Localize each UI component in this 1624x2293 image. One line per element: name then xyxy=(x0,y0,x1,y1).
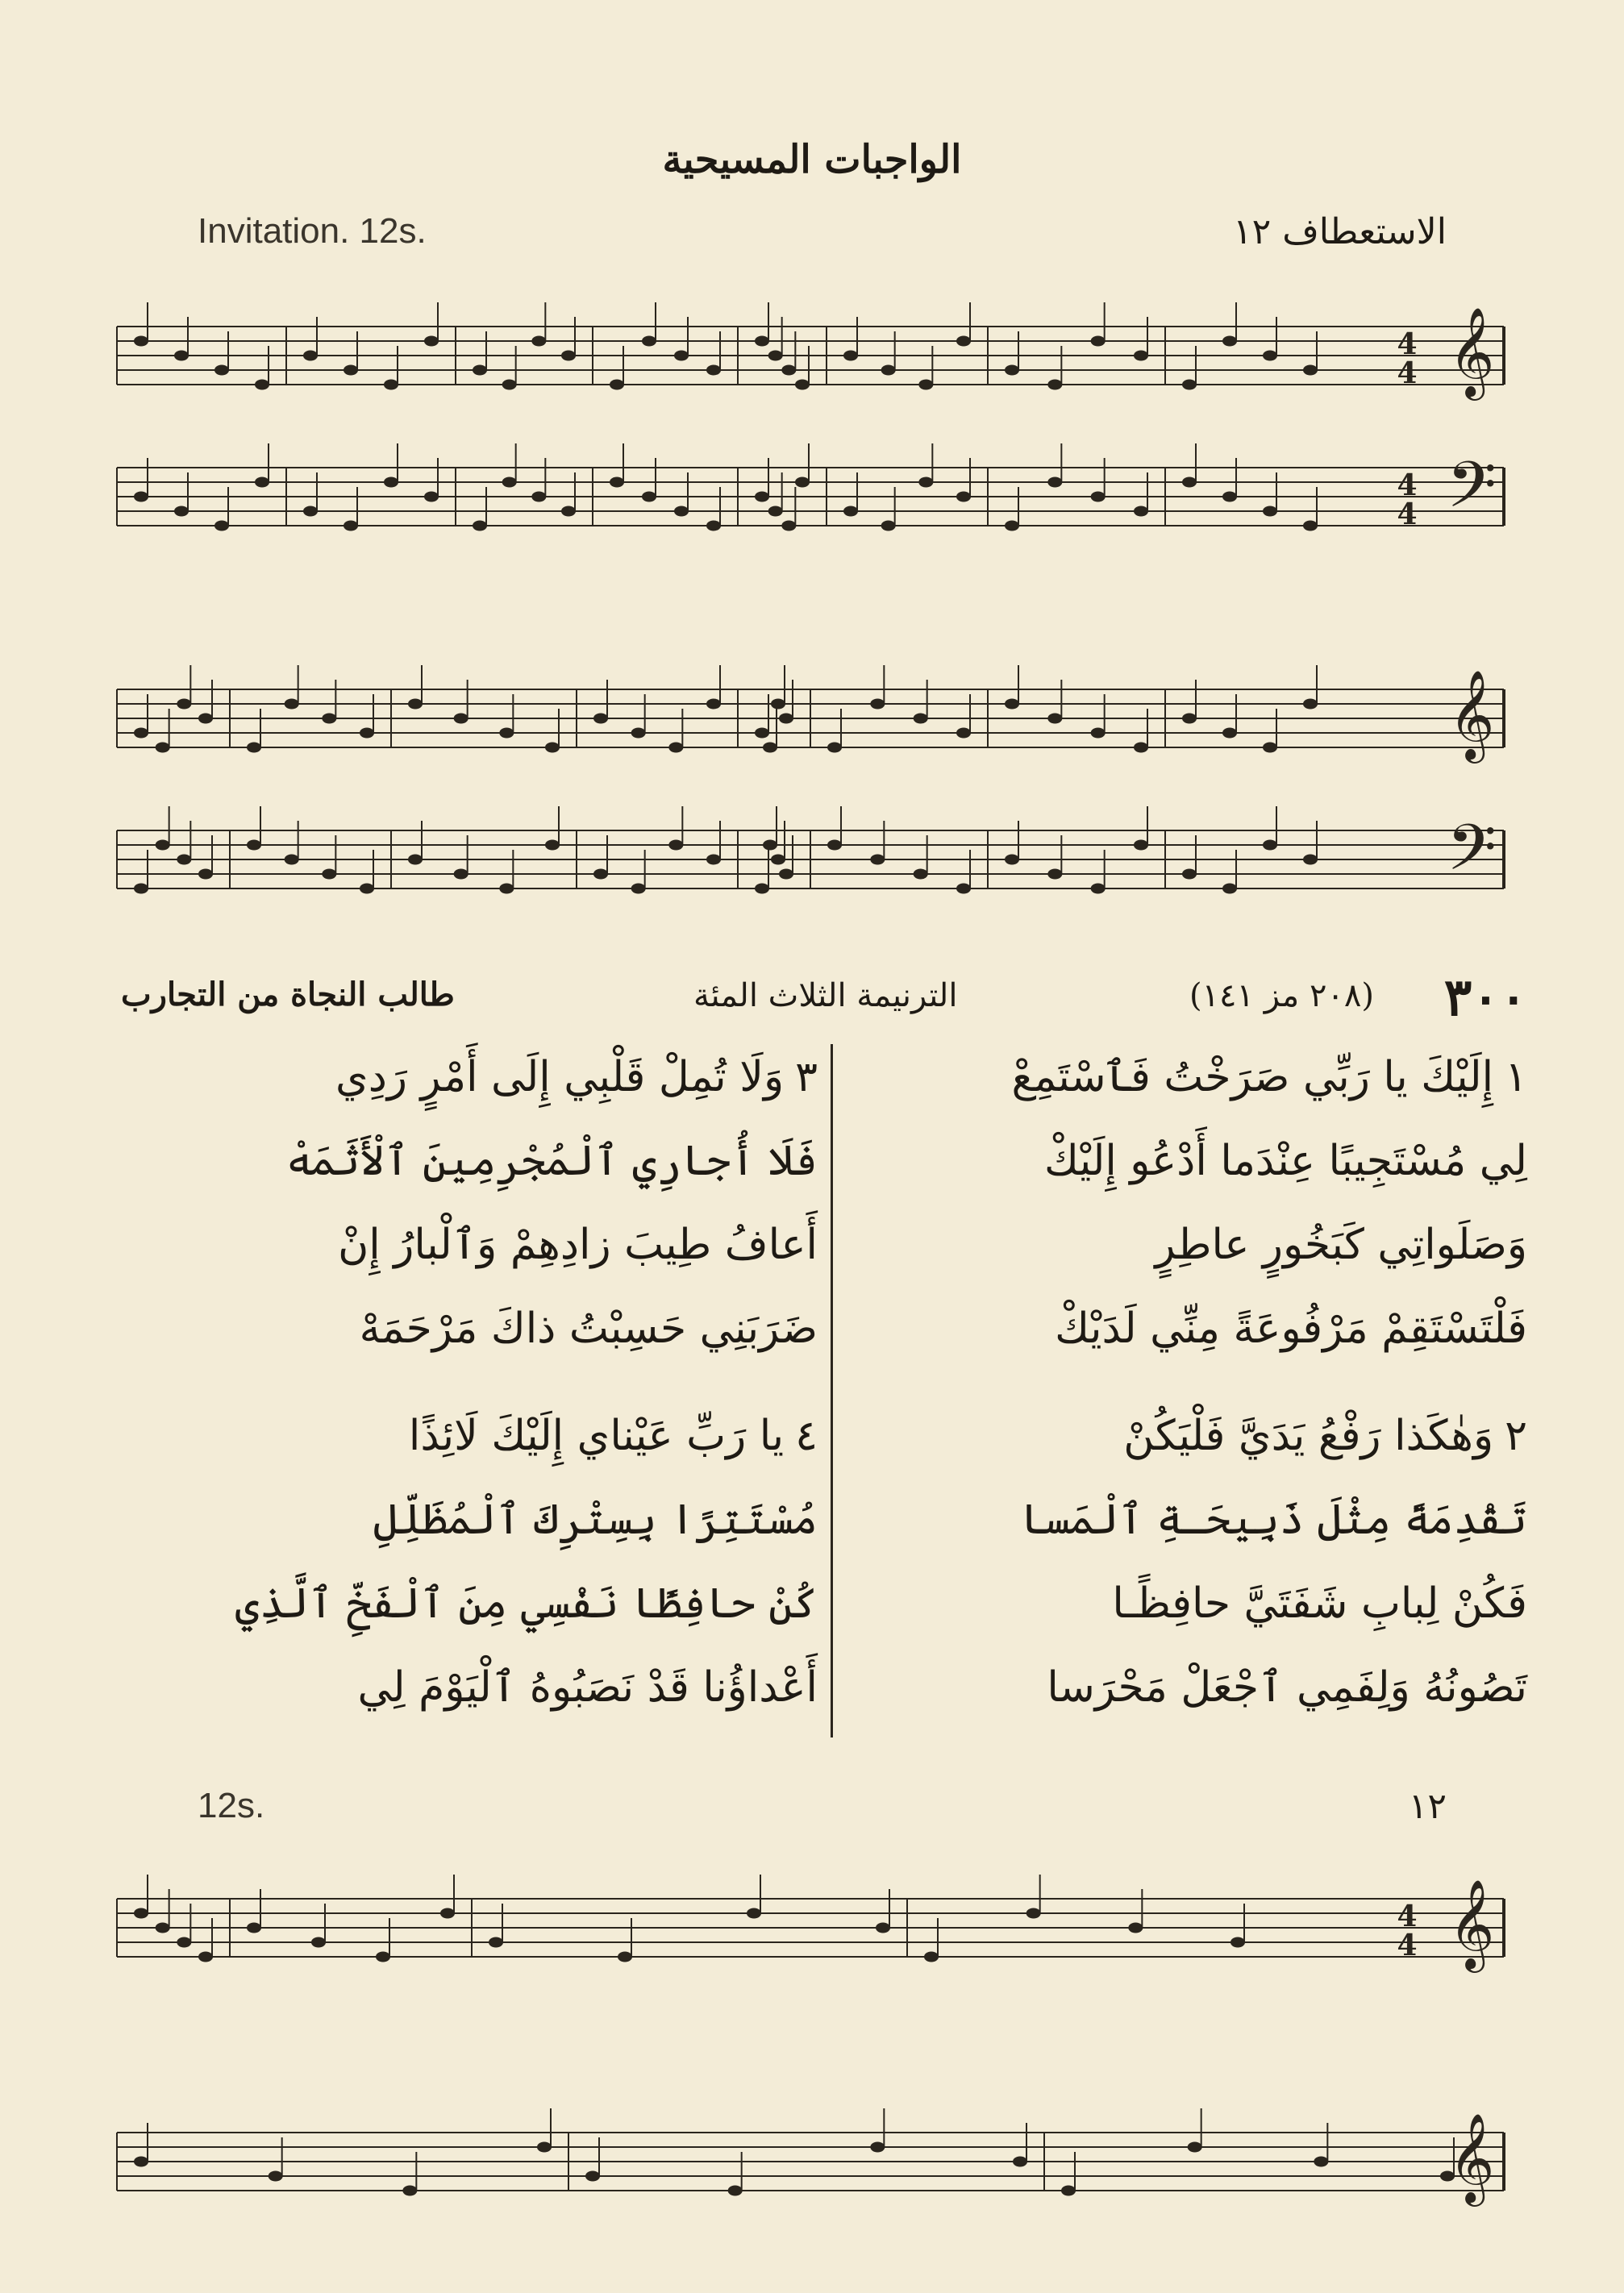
treble-clef-icon: 𝄞 xyxy=(1448,1879,1495,1969)
note-head xyxy=(618,1952,632,1962)
verse-line: وَصَلَواتِي كَبَخُورٍ عاطِرٍ xyxy=(1155,1221,1527,1269)
note-head xyxy=(706,521,721,531)
verse-line: ٤يا رَبِّ عَيْناي إِلَيْكَ لَائِذًا xyxy=(408,1412,818,1460)
note-head xyxy=(344,365,358,376)
verse-line: كُنْ حافِظًا نَفْسِي مِنَ ٱلْفَخِّ ٱلَّذِي xyxy=(235,1579,818,1628)
note-head xyxy=(384,380,398,390)
hymn-collection: الترنيمة الثلاث المئة xyxy=(693,977,958,1014)
verse-1 xyxy=(834,1053,1527,1392)
time-signature-top: 4 xyxy=(1397,1900,1418,1933)
note-head xyxy=(795,380,810,390)
note-head xyxy=(674,506,689,517)
verse-line: فَكُنْ لِبابِ شَفَتَيَّ حافِظًـا xyxy=(1112,1579,1527,1628)
verse-line: لِي مُسْتَجِيبًا عِنْدَما أَدْعُو إِلَيْكْ xyxy=(1043,1137,1527,1185)
note-head xyxy=(174,351,189,361)
note-head xyxy=(795,477,810,488)
note-head xyxy=(344,521,358,531)
note-head xyxy=(454,869,468,880)
verse-line: ٣وَلَا تُمِلْ قَلْبِي إِلَى أَمْرٍ رَدِي xyxy=(335,1053,818,1101)
tune-name-english: Invitation. 12s. xyxy=(198,211,427,251)
note-head xyxy=(499,884,514,894)
note-head xyxy=(424,336,439,347)
note-head xyxy=(255,477,269,488)
note-head xyxy=(956,492,971,502)
note-head xyxy=(610,477,624,488)
note-head xyxy=(1005,365,1019,376)
note-head xyxy=(1091,728,1106,739)
verse-line: تَصُونُهُ وَلِفَمِي ٱجْعَلْ مَحْرَسا xyxy=(1047,1663,1527,1712)
note-head xyxy=(768,351,783,361)
music-staff-treble-4 xyxy=(117,2112,1528,2209)
verse-column-divider xyxy=(831,1044,833,1737)
note-head xyxy=(763,743,777,753)
note-head xyxy=(561,351,576,361)
note-head xyxy=(247,743,261,753)
music-staff-bass-2 xyxy=(117,810,1528,907)
music-staff-treble-2 xyxy=(117,669,1528,766)
note-head xyxy=(755,728,769,739)
note-head xyxy=(1128,1923,1143,1933)
note-head xyxy=(870,2142,885,2153)
note-head xyxy=(134,492,148,502)
note-head xyxy=(843,506,858,517)
note-head xyxy=(610,380,624,390)
hymn-number: ٣٠٠ xyxy=(1443,968,1527,1028)
note-head xyxy=(706,699,721,710)
note-head xyxy=(881,365,896,376)
note-head xyxy=(956,884,971,894)
note-head xyxy=(631,728,646,739)
note-head xyxy=(1091,884,1106,894)
note-head xyxy=(914,869,928,880)
note-head xyxy=(1303,521,1318,531)
note-head xyxy=(1222,336,1237,347)
note-head xyxy=(1303,699,1318,710)
note-head xyxy=(134,728,148,739)
time-signature-bottom: 4 xyxy=(1397,1929,1418,1962)
note-head xyxy=(674,351,689,361)
note-head xyxy=(408,855,423,865)
note-head xyxy=(870,699,885,710)
music-staff-bass-1 xyxy=(117,447,1528,544)
verse-line: أَعْداؤُنا قَدْ نَصَبُوهُ ٱلْيَوْمَ لِي xyxy=(357,1663,818,1712)
note-head xyxy=(1047,714,1062,724)
note-head xyxy=(247,1923,261,1933)
note-head xyxy=(177,855,191,865)
note-head xyxy=(531,336,546,347)
verse-line: مُسْتَتِرًا بِسِتْرِكَ ٱلْمُظَلِّلِ xyxy=(373,1496,818,1544)
verse-line: ١إِلَيْكَ يا رَبِّي صَرَخْتُ فَٱسْتَمِعْ xyxy=(1011,1053,1527,1101)
verse-number: ٢ xyxy=(1505,1412,1527,1460)
note-head xyxy=(642,336,656,347)
verse-line: ٢وَهٰكَذا رَفْعُ يَدَيَّ فَلْيَكُنْ xyxy=(1123,1412,1527,1460)
note-head xyxy=(918,380,933,390)
note-head xyxy=(134,336,148,347)
note-head xyxy=(1182,380,1197,390)
music-staff-treble-1 xyxy=(117,306,1528,403)
note-head xyxy=(285,855,299,865)
note-head xyxy=(489,1937,503,1948)
note-head xyxy=(1182,869,1197,880)
time-signature-top: 4 xyxy=(1397,327,1418,361)
note-head xyxy=(827,743,842,753)
note-head xyxy=(1134,840,1148,851)
note-head xyxy=(1013,2157,1027,2167)
note-head xyxy=(561,506,576,517)
hymn-title: طالب النجاة من التجارب xyxy=(121,976,455,1013)
note-head xyxy=(322,869,336,880)
note-head xyxy=(1182,714,1197,724)
note-head xyxy=(1263,351,1277,361)
note-head xyxy=(1263,506,1277,517)
note-head xyxy=(177,1937,191,1948)
note-head xyxy=(454,714,468,724)
verse-2 xyxy=(834,1412,1527,1750)
note-head xyxy=(706,855,721,865)
note-head xyxy=(1026,1908,1041,1919)
note-head xyxy=(876,1923,890,1933)
note-head xyxy=(914,714,928,724)
note-head xyxy=(1061,2186,1076,2196)
verse-number: ٤ xyxy=(795,1412,818,1460)
note-head xyxy=(781,521,796,531)
note-head xyxy=(247,840,261,851)
tune-name-arabic: الاستعطاف ١٢ xyxy=(1232,211,1447,252)
note-head xyxy=(440,1908,455,1919)
note-head xyxy=(360,728,374,739)
note-head xyxy=(174,506,189,517)
note-head xyxy=(384,477,398,488)
note-head xyxy=(198,869,213,880)
note-head xyxy=(156,743,170,753)
note-head xyxy=(545,840,560,851)
note-head xyxy=(593,869,608,880)
note-head xyxy=(376,1952,390,1962)
note-head xyxy=(1134,351,1148,361)
treble-clef-icon: 𝄞 xyxy=(1448,2112,1495,2203)
bass-clef-icon: 𝄢 xyxy=(1447,810,1497,901)
note-head xyxy=(918,477,933,488)
time-signature-bottom: 4 xyxy=(1397,497,1418,531)
verse-line: أَعافُ طِيبَ زادِهِمْ وَٱلْبارُ إِنْ xyxy=(338,1221,818,1269)
note-head xyxy=(198,714,213,724)
note-head xyxy=(303,351,318,361)
note-head xyxy=(1047,380,1062,390)
time-signature-bottom: 4 xyxy=(1397,356,1418,390)
note-head xyxy=(531,492,546,502)
bass-clef-icon: 𝄢 xyxy=(1447,447,1497,538)
verse-number: ١ xyxy=(1505,1053,1527,1101)
note-head xyxy=(747,1908,761,1919)
note-head xyxy=(408,699,423,710)
note-head xyxy=(156,840,170,851)
hymn-reference: (٢٠٨ مز ١٤١) xyxy=(1189,977,1374,1014)
note-head xyxy=(881,521,896,531)
note-head xyxy=(956,728,971,739)
verse-line: فَلَا أُجارِي ٱلْمُجْرِمِينَ ٱلْأَثَمَهْ xyxy=(286,1137,818,1185)
note-head xyxy=(755,884,769,894)
note-head xyxy=(1314,2157,1328,2167)
note-head xyxy=(771,699,785,710)
note-head xyxy=(1222,728,1237,739)
note-head xyxy=(631,884,646,894)
page-title: الواجبات المسيحية xyxy=(662,137,962,182)
note-head xyxy=(402,2186,417,2196)
note-head xyxy=(156,1923,170,1933)
note-head xyxy=(1222,884,1237,894)
note-head xyxy=(1182,477,1197,488)
note-head xyxy=(763,840,777,851)
note-head xyxy=(1230,1937,1245,1948)
note-head xyxy=(1222,492,1237,502)
note-head xyxy=(134,1908,148,1919)
note-head xyxy=(755,336,769,347)
note-head xyxy=(1047,477,1062,488)
note-head xyxy=(473,365,487,376)
note-head xyxy=(1263,840,1277,851)
note-head xyxy=(1303,855,1318,865)
note-head xyxy=(593,714,608,724)
note-head xyxy=(134,2157,148,2167)
tune-name-english-bottom: 12s. xyxy=(198,1786,265,1825)
note-head xyxy=(1005,699,1019,710)
note-head xyxy=(473,521,487,531)
note-head xyxy=(269,2171,283,2182)
note-head xyxy=(706,365,721,376)
verse-3 xyxy=(140,1053,818,1392)
note-head xyxy=(322,714,336,724)
note-head xyxy=(1005,521,1019,531)
music-staff-treble-3 xyxy=(117,1879,1528,1975)
note-head xyxy=(1303,365,1318,376)
note-head xyxy=(311,1937,326,1948)
note-head xyxy=(585,2171,600,2182)
note-head xyxy=(779,714,793,724)
note-head xyxy=(1091,336,1106,347)
note-head xyxy=(1134,506,1148,517)
note-head xyxy=(424,492,439,502)
note-head xyxy=(870,855,885,865)
note-head xyxy=(177,699,191,710)
note-head xyxy=(198,1952,213,1962)
time-signature-top: 4 xyxy=(1397,468,1418,502)
note-head xyxy=(1134,743,1148,753)
note-head xyxy=(255,380,269,390)
note-head xyxy=(668,840,683,851)
verse-line: ضَرَبَنِي حَسِبْتُ ذاكَ مَرْحَمَهْ xyxy=(359,1305,818,1353)
note-head xyxy=(285,699,299,710)
note-head xyxy=(214,521,229,531)
note-head xyxy=(668,743,683,753)
note-head xyxy=(545,743,560,753)
note-head xyxy=(779,869,793,880)
note-head xyxy=(502,477,517,488)
note-head xyxy=(537,2142,552,2153)
note-head xyxy=(768,506,783,517)
verse-line: تَقْدِمَةً مِثْلَ ذَبِيحَـةِ ٱلْمَسا xyxy=(1020,1496,1527,1544)
note-head xyxy=(728,2186,743,2196)
verse-line: فَلْتَسْتَقِمْ مَرْفُوعَةً مِنِّي لَدَيْكْ xyxy=(1055,1305,1527,1353)
note-head xyxy=(956,336,971,347)
note-head xyxy=(499,728,514,739)
verse-4 xyxy=(140,1412,818,1750)
tune-name-arabic-bottom: ١٢ xyxy=(1408,1786,1447,1827)
note-head xyxy=(781,365,796,376)
note-head xyxy=(360,884,374,894)
note-head xyxy=(1263,743,1277,753)
note-head xyxy=(1188,2142,1202,2153)
treble-clef-icon: 𝄞 xyxy=(1448,306,1495,397)
note-head xyxy=(303,506,318,517)
note-head xyxy=(924,1952,939,1962)
note-head xyxy=(843,351,858,361)
note-head xyxy=(134,884,148,894)
note-head xyxy=(827,840,842,851)
note-head xyxy=(755,492,769,502)
note-head xyxy=(1005,855,1019,865)
note-head xyxy=(1047,869,1062,880)
note-head xyxy=(502,380,517,390)
note-head xyxy=(1091,492,1106,502)
treble-clef-icon: 𝄞 xyxy=(1448,669,1495,759)
note-head xyxy=(214,365,229,376)
note-head xyxy=(771,855,785,865)
verse-number: ٣ xyxy=(795,1053,818,1101)
note-head xyxy=(642,492,656,502)
